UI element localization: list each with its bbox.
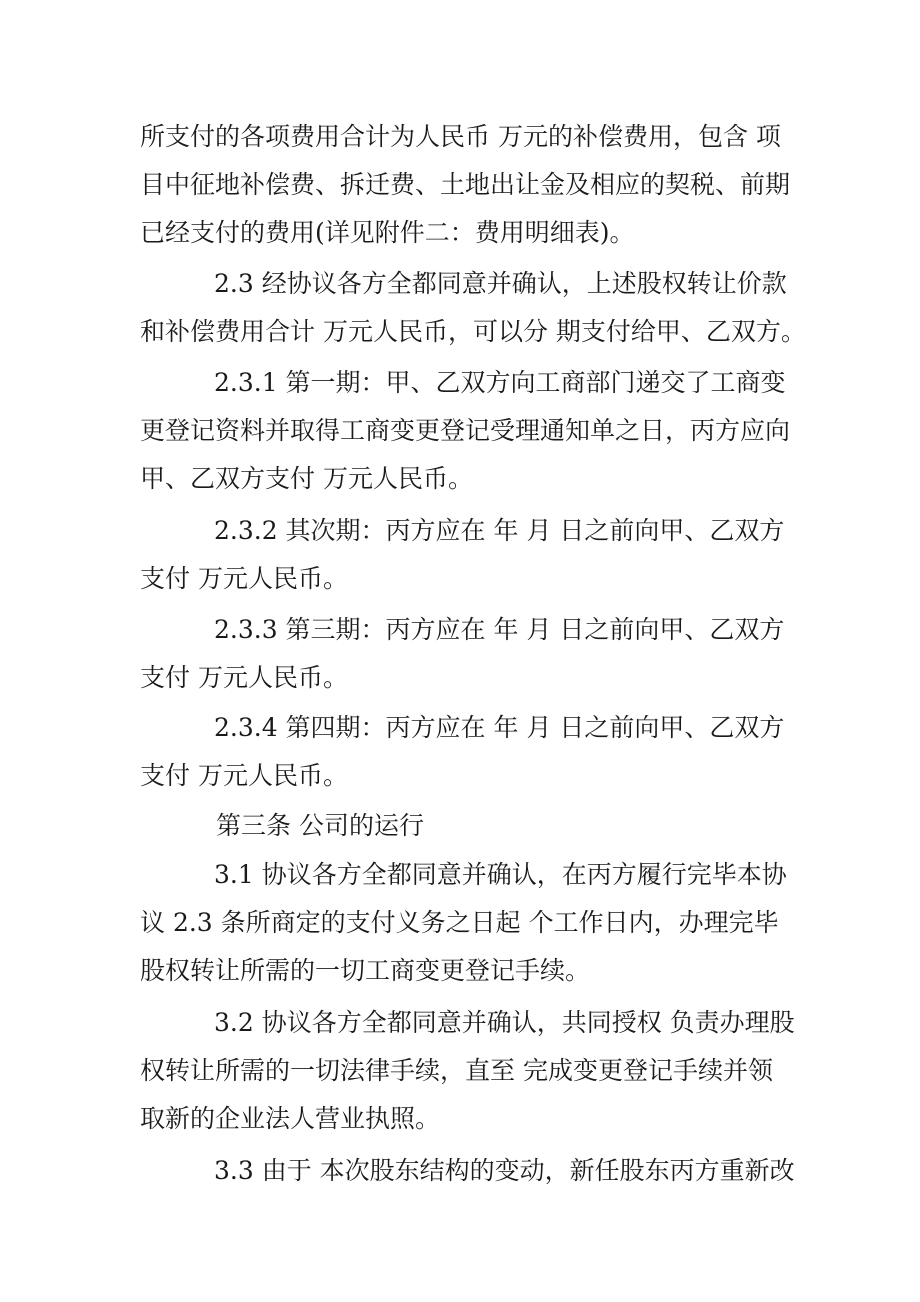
- clause-2-3-2-line: 2.3.2 其次期：丙方应在 年 月 日之前向甲、乙双方: [214, 516, 785, 545]
- clause-3-1-line: 3.1 协议各方全都同意并确认，在丙方履行完毕本协: [214, 860, 787, 889]
- text-line: 目中征地补偿费、拆迁费、土地出让金及相应的契税、前期: [140, 170, 791, 199]
- clause-2-3-1-line: 2.3.1 第一期：甲、乙双方向工商部门递交了工商变: [214, 368, 786, 397]
- text-line: 和补偿费用合计 万元人民币，可以分 期支付给甲、乙双方。: [140, 317, 806, 346]
- text-line: 支付 万元人民币。: [140, 564, 348, 593]
- text-line: 股权转让所需的一切工商变更登记手续。: [140, 956, 591, 985]
- text-line: 更登记资料并取得工商变更登记受理通知单之日，丙方应向: [140, 416, 791, 445]
- text-line: 支付 万元人民币。: [140, 761, 348, 790]
- text-line: 取新的企业法人营业执照。: [140, 1104, 441, 1133]
- clause-2-3-3-line: 2.3.3 第三期：丙方应在 年 月 日之前向甲、乙双方: [214, 615, 785, 644]
- text-line: 支付 万元人民币。: [140, 663, 348, 692]
- clause-2-3-line: 2.3 经协议各方全都同意并确认，上述股权转让价款: [214, 269, 787, 298]
- text-line: 已经支付的费用(详见附件二：费用明细表)。: [140, 218, 635, 247]
- text-line: 议 2.3 条所商定的支付义务之日起 个工作日内，办理完毕: [140, 908, 779, 937]
- text-line: 甲、乙双方支付 万元人民币。: [140, 464, 473, 493]
- text-line: 所支付的各项费用合计为人民币 万元的补偿费用，包含 项: [140, 122, 781, 151]
- text-line: 权转让所需的一切法律手续，直至 完成变更登记手续并领: [140, 1056, 773, 1085]
- article-3-heading: 第三条 公司的运行: [216, 811, 424, 840]
- clause-2-3-4-line: 2.3.4 第四期：丙方应在 年 月 日之前向甲、乙双方: [214, 713, 785, 742]
- clause-3-3-line: 3.3 由于 本次股东结构的变动，新任股东丙方重新改: [214, 1156, 795, 1185]
- clause-3-2-line: 3.2 协议各方全都同意并确认，共同授权 负责办理股: [214, 1008, 795, 1037]
